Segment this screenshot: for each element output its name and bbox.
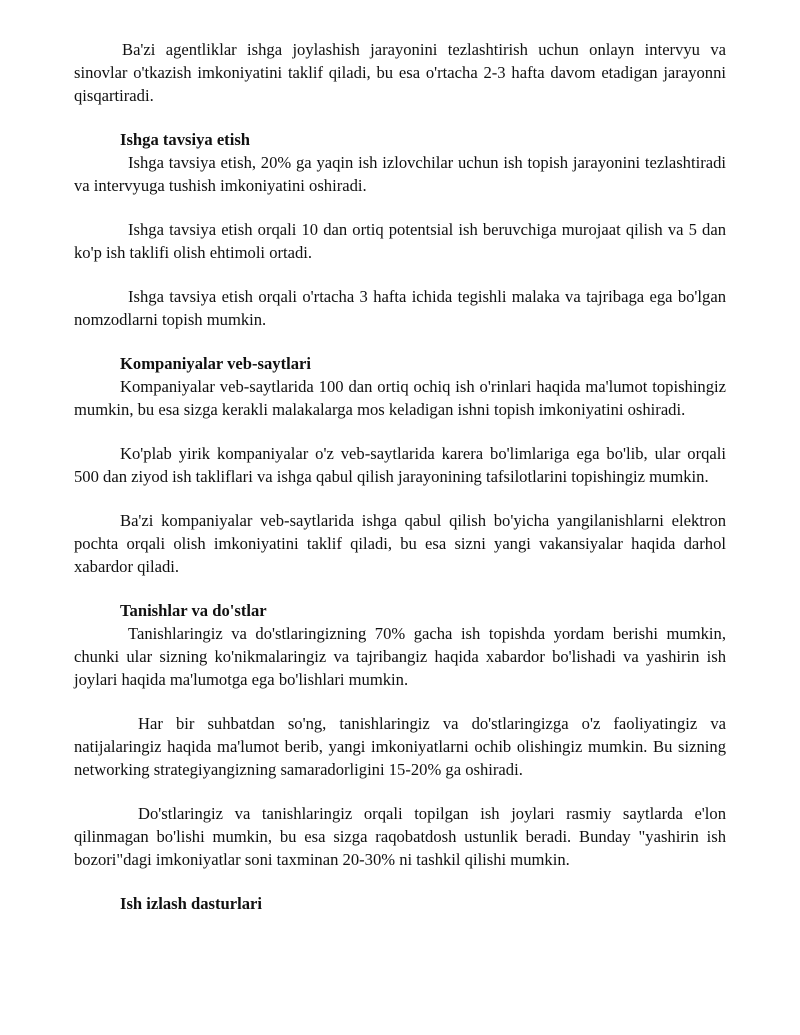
heading-company-websites: Kompaniyalar veb-saytlari (120, 354, 311, 373)
document-page (74, 38, 726, 915)
paragraph-company-openings: Kompaniyalar veb-saytlarida 100 dan ortiq ochiq ish o'rinlari haqida ma'lumot topishingiz mumkin, bu esa sizga kerakli malakalarga mos keladigan ishni topish imkoniyatini oshiradi. (74, 377, 726, 419)
paragraph-hidden-job-market: Do'stlaringiz va tanishlaringiz orqali topilgan ish joylari rasmiy saytlarda e'lon qilinmagan bo'lishi mumkin, bu esa sizga raqobatdosh ustunlik beradi. Bunday "yashirin ish bozori"dagi imkoniyatlar soni taxminan 20-30% ni tashkil qilishi mumkin. (74, 804, 726, 869)
paragraph-referral-employers: Ishga tavsiya etish orqali 10 dan ortiq potentsial ish beruvchiga murojaat qilish va 5 dan ko'p ish taklifi olish ehtimoli ortadi. (74, 220, 726, 262)
paragraph-referral-speed: Ishga tavsiya etish, 20% ga yaqin ish izlovchilar uchun ish topish jarayonini tezlashtiradi va intervyuga tushish imkoniyatini oshiradi. (74, 153, 726, 195)
heading-referral: Ishga tavsiya etish (120, 130, 251, 149)
paragraph-agencies-online-interviews: Ba'zi agentliklar ishga joylashish jarayonini tezlashtirish uchun onlayn intervyu va sinovlar o'tkazish imkoniyatini taklif qiladi, bu esa o'rtacha 2-3 hafta davom etadigan jarayonni qisqartiradi. (74, 40, 726, 105)
paragraph-company-career-sections: Ko'plab yirik kompaniyalar o'z veb-saytlarida karera bo'limlariga ega bo'lib, ular orqali 500 dan ziyod ish takliflari va ishga qabul qilish jarayonining tafsilotlarini topishingiz mumkin. (74, 444, 726, 486)
paragraph-referral-candidates: Ishga tavsiya etish orqali o'rtacha 3 hafta ichida tegishli malaka va tajribaga ega bo'lgan nomzodlarni topish mumkin. (74, 287, 726, 329)
paragraph-networking-updates: Har bir suhbatdan so'ng, tanishlaringiz va do'stlaringizga o'z faoliyatingiz va natijalaringiz haqida ma'lumot berib, yangi imkoniyatlarni ochib olishingiz mumkin. Bu sizning networking strategiyangizning samaradorligini 15-20% ga oshiradi. (74, 714, 726, 779)
heading-acquaintances-friends: Tanishlar va do'stlar (120, 601, 267, 620)
paragraph-friends-help: Tanishlaringiz va do'stlaringizning 70% gacha ish topishda yordam berishi mumkin, chunki ular sizning ko'nikmalaringiz va tajribangiz haqida xabardor bo'lishadi va yashirin ish joylari haqida ma'lumotga ega bo'lishlari mumkin. (74, 624, 726, 689)
heading-job-search-programs: Ish izlash dasturlari (120, 894, 262, 913)
paragraph-company-email-updates: Ba'zi kompaniyalar veb-saytlarida ishga qabul qilish bo'yicha yangilanishlarni elektron pochta orqali olish imkoniyatini taklif qiladi, bu esa sizni yangi vakansiyalar haqida darhol xabardor qiladi. (74, 511, 726, 576)
